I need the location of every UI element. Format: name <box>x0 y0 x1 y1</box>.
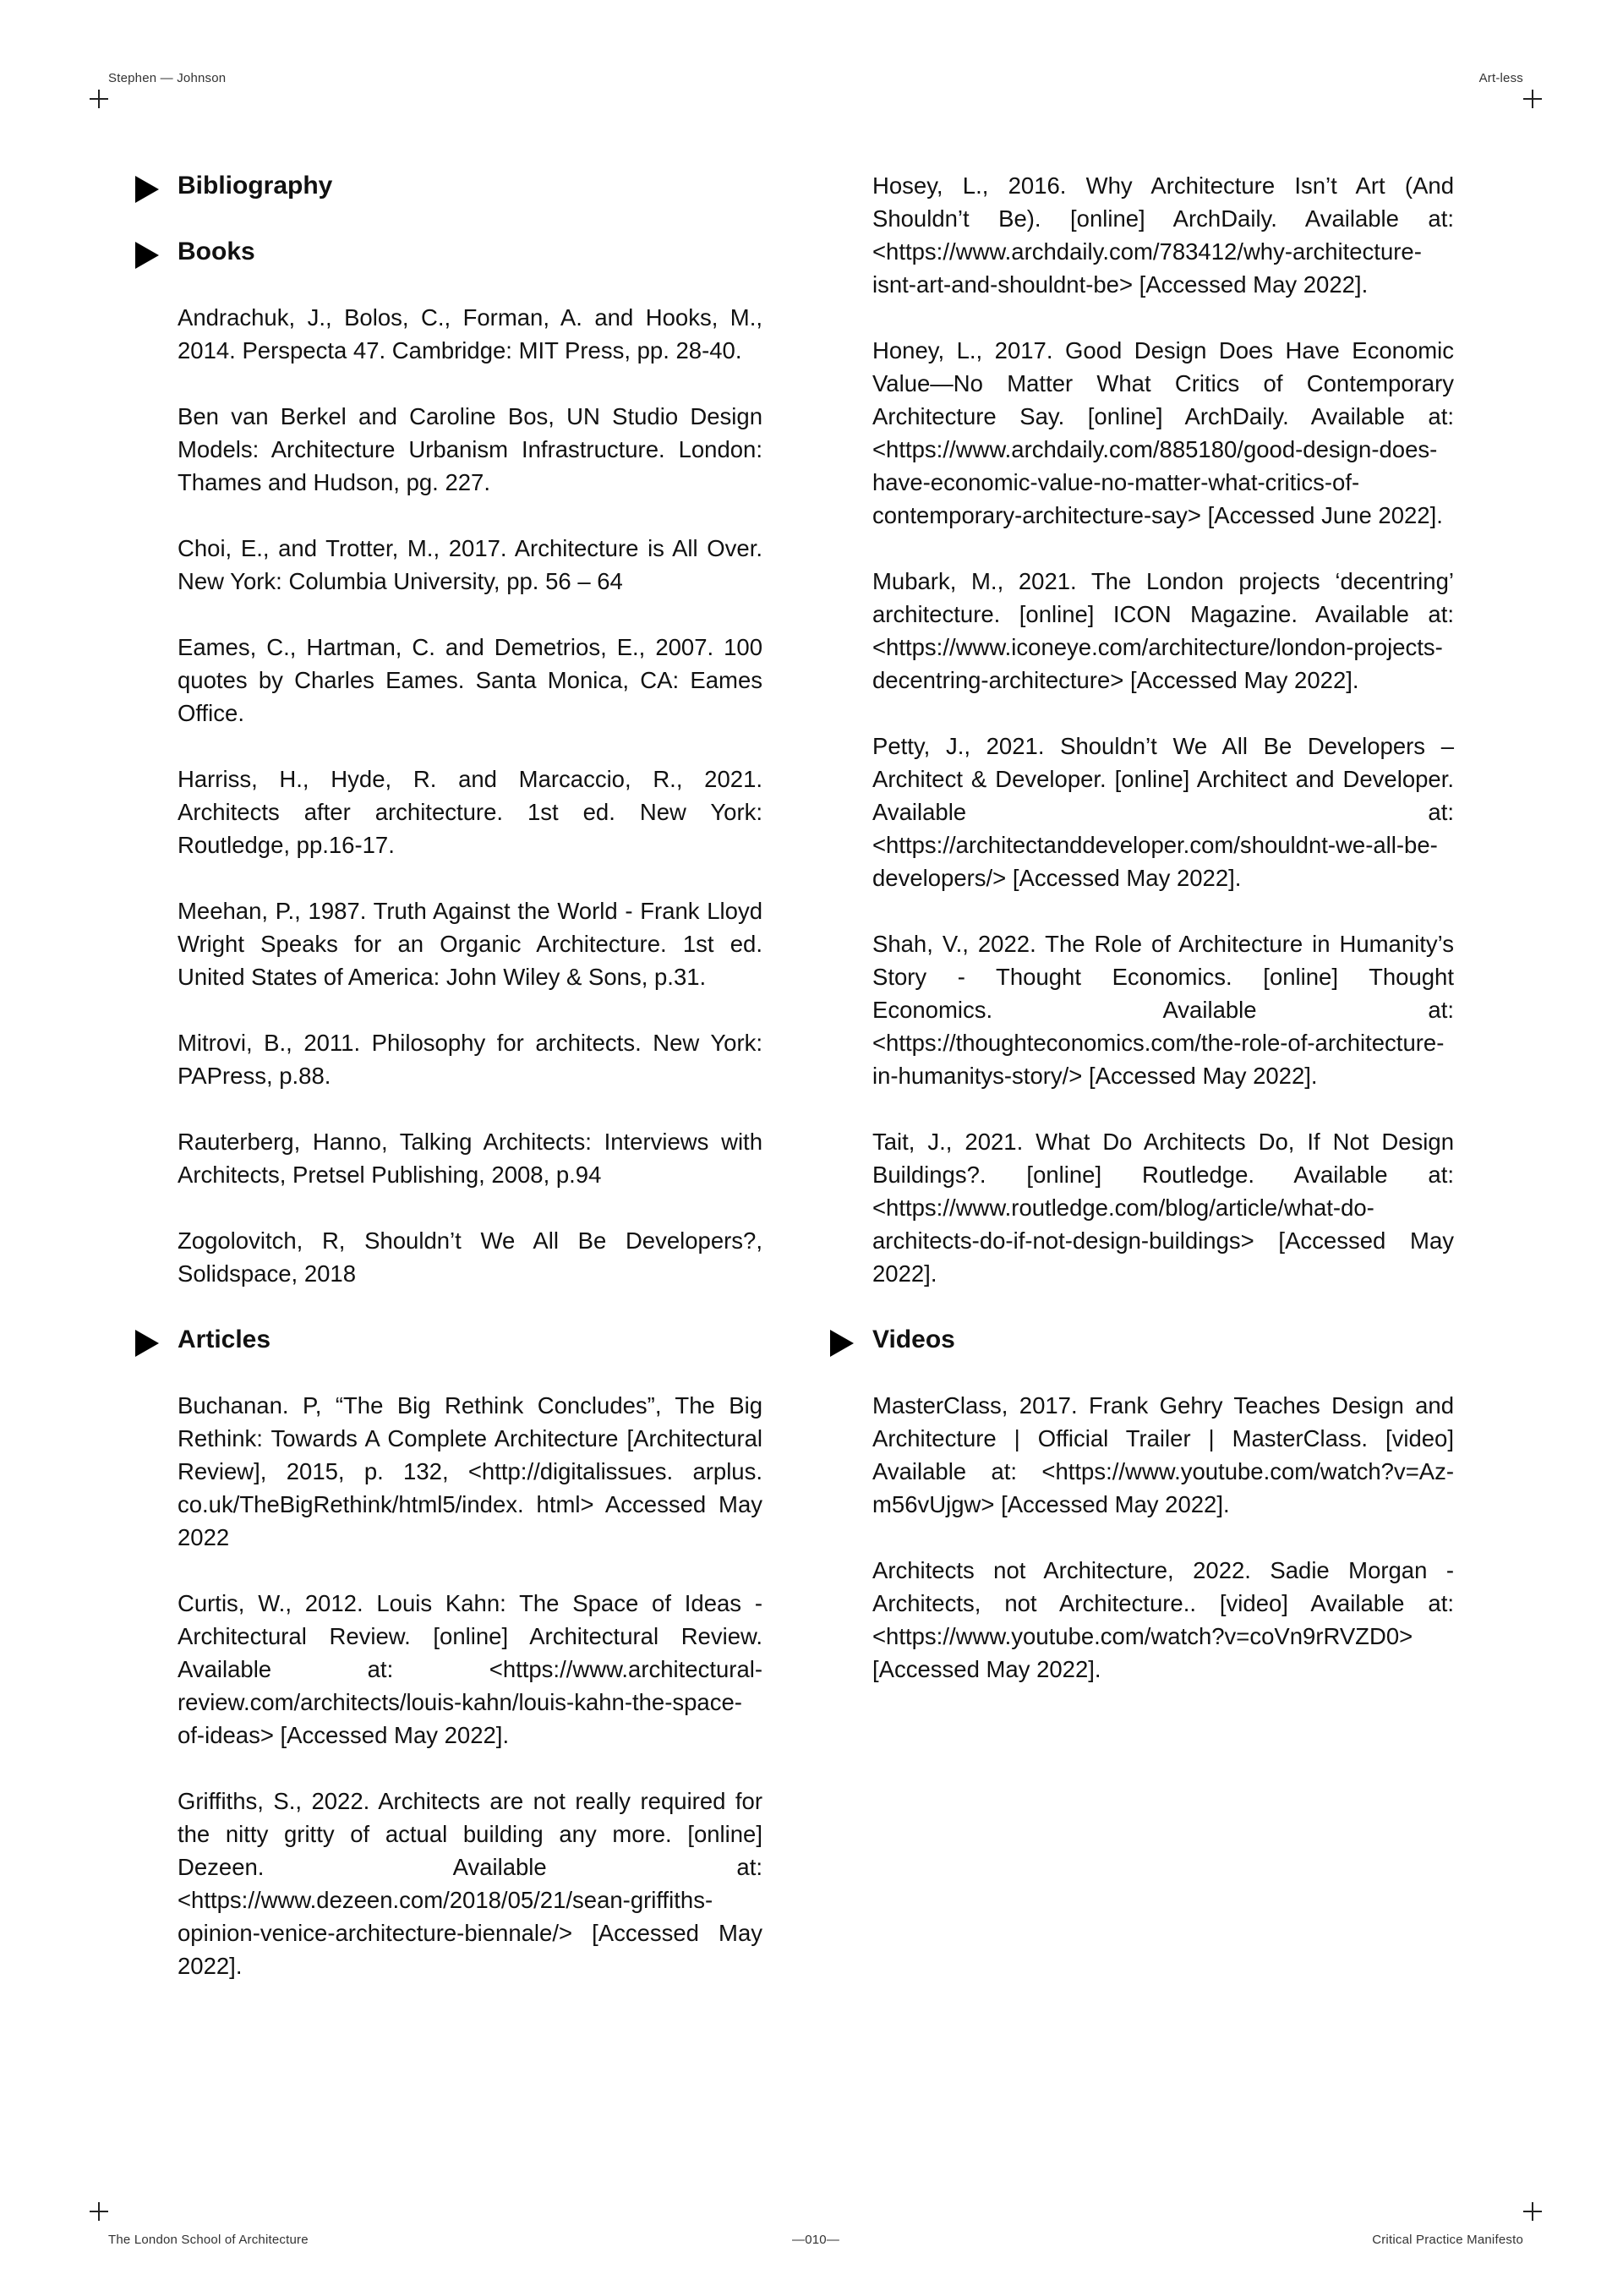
bibliography-entry: Rauterberg, Hanno, Talking Architects: Interviews with Architects, Pretsel Publishing, 2008, p.94 <box>178 1129 762 1188</box>
bibliography-entry: MasterClass, 2017. Frank Gehry Teaches Design and Architecture | Official Trailer | MasterClass. [video] Available at: <https://www.youtube.com/watch?v=Az-m56vUjgw> [Accessed May 2022]. <box>872 1392 1454 1517</box>
crop-mark-top-right-icon <box>1523 90 1542 108</box>
header-author: Stephen — Johnson <box>108 71 227 85</box>
articles-list <box>178 1389 762 1982</box>
bibliography-entry: Buchanan. P, “The Big Rethink Concludes”, The Big Rethink: Towards A Complete Architecture [Architectural Review], 2015, p. 132, <http://digitalissues. arplus. co.uk/TheBigRethink/html5/index. html> Accessed May 2022 <box>178 1392 762 1550</box>
bibliography-entry: Choi, E., and Trotter, M., 2017. Architecture is All Over. New York: Columbia University, pp. 56 – 64 <box>178 535 762 594</box>
bibliography-entry: Andrachuk, J., Bolos, C., Forman, A. and Hooks, M., 2014. Perspecta 47. Cambridge: MIT Press, pp. 28-40. <box>178 304 762 364</box>
bibliography-entry: Tait, J., 2021. What Do Architects Do, If Not Design Buildings?. [online] Routledge. Available at: <https://www.routledge.com/blog/article/what-do-architects-do-if-not-design-buildings> [Accessed May 2022]. <box>872 1129 1454 1287</box>
left-column <box>135 169 762 2015</box>
crop-mark-bottom-left-icon <box>90 2202 108 2221</box>
books-list <box>178 301 762 1290</box>
bibliography-entry: Griffiths, S., 2022. Architects are not really required for the nitty gritty of actual building any more. [online] Dezeen. Available at: <https://www.dezeen.com/2018/05/21/sean-griffiths-opinion-venice-architecture-biennale/> [Accessed May 2022]. <box>178 1788 762 1979</box>
bibliography-entry: Petty, J., 2021. Shouldn’t We All Be Developers – Architect & Developer. [online] Architect and Developer. Available at: <https://architectanddeveloper.com/shouldnt-we-all-be-developers/> [Accessed May 2022]. <box>872 733 1454 891</box>
crop-mark-bottom-right-icon <box>1523 2202 1542 2221</box>
triangle-bullet-icon <box>135 242 159 269</box>
section-heading-label: Bibliography <box>178 172 333 200</box>
bibliography-entry: Honey, L., 2017. Good Design Does Have Economic Value—No Matter What Critics of Contemporary Architecture Say. [online] ArchDaily. Available at: <https://www.archdaily.com/885180/good-design-does-have-economic-value-no-matter-what-critics-of-contemporary-architecture-say> [Accessed June 2022]. <box>872 337 1454 528</box>
triangle-bullet-icon <box>135 1330 159 1357</box>
bibliography-entry: Architects not Architecture, 2022. Sadie Morgan - Architects, not Architecture.. [video] Available at: <https://www.youtube.com/watch?v=coVn9rRVZD0> [Accessed May 2022]. <box>872 1557 1454 1682</box>
triangle-bullet-icon <box>830 1330 854 1357</box>
bibliography-entry: Ben van Berkel and Caroline Bos, UN Studio Design Models: Architecture Urbanism Infrastructure. London: Thames and Hudson, pg. 227. <box>178 403 762 495</box>
header-title: Art-less <box>1478 71 1523 85</box>
triangle-bullet-icon <box>135 176 159 203</box>
bibliography-entry: Mitrovi, B., 2011. Philosophy for architects. New York: PAPress, p.88. <box>178 1030 762 1089</box>
bibliography-entry: Mubark, M., 2021. The London projects ‘decentring’ architecture. [online] ICON Magazine. Available at: <https://www.iconeye.com/architecture/london-projects-decentring-architecture> [Accessed May 2022]. <box>872 568 1454 693</box>
crop-mark-top-left-icon <box>90 90 108 108</box>
videos-list <box>872 1389 1454 1686</box>
bibliography-entry: Zogolovitch, R, Shouldn’t We All Be Developers?, Solidspace, 2018 <box>178 1227 762 1287</box>
section-heading-books <box>135 235 762 269</box>
page-number: —010— <box>792 2233 840 2247</box>
articles-list-continued <box>872 169 1454 1290</box>
footer-school: The London School of Architecture <box>108 2233 309 2247</box>
section-heading-bibliography <box>135 169 762 203</box>
right-column <box>795 169 1454 1719</box>
bibliography-entry: Eames, C., Hartman, C. and Demetrios, E., 2007. 100 quotes by Charles Eames. Santa Monica, CA: Eames Office. <box>178 634 762 726</box>
footer-document-title: Critical Practice Manifesto <box>1372 2233 1523 2247</box>
section-heading-videos <box>830 1323 1420 1357</box>
section-heading-label: Videos <box>872 1326 955 1353</box>
bibliography-entry: Shah, V., 2022. The Role of Architecture in Humanity’s Story - Thought Economics. [online] Thought Economics. Available at: <https://thoughteconomics.com/the-role-of-architecture-in-humanitys-story/> [Accessed May 2022]. <box>872 931 1454 1089</box>
bibliography-entry: Harriss, H., Hyde, R. and Marcaccio, R., 2021. Architects after architecture. 1st ed. New York: Routledge, pp.16-17. <box>178 766 762 858</box>
bibliography-entry: Curtis, W., 2012. Louis Kahn: The Space of Ideas - Architectural Review. [online] Architectural Review. Available at: <https://www.architectural-review.com/architects/louis-kahn/louis-kahn-the-space-of-ideas> [Accessed May 2022]. <box>178 1590 762 1748</box>
section-heading-label: Books <box>178 238 255 265</box>
section-heading-articles <box>135 1323 762 1357</box>
bibliography-entry: Meehan, P., 1987. Truth Against the World - Frank Lloyd Wright Speaks for an Organic Architecture. 1st ed. United States of America: John Wiley & Sons, p.31. <box>178 898 762 990</box>
section-heading-label: Articles <box>178 1326 271 1353</box>
bibliography-entry: Hosey, L., 2016. Why Architecture Isn’t Art (And Shouldn’t Be). [online] ArchDaily. Available at: <https://www.archdaily.com/783412/why-architecture-isnt-art-and-shouldnt-be> [Accessed May 2022]. <box>872 172 1454 298</box>
